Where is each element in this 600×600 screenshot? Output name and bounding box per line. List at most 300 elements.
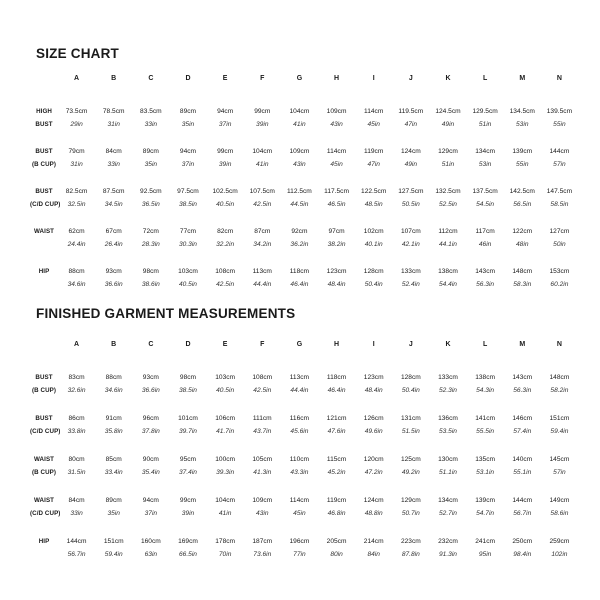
inch-value: 53.1in bbox=[476, 469, 495, 476]
inch-value: 31in bbox=[70, 161, 83, 168]
cm-value: 110cm bbox=[289, 456, 310, 463]
measurement-cell bbox=[355, 185, 392, 211]
measurement-cell bbox=[132, 225, 169, 251]
cm-value: 103cm bbox=[178, 268, 198, 275]
label-line-2: (B CUP) bbox=[31, 469, 57, 476]
label-line-2: (B CUP) bbox=[31, 161, 57, 168]
measurement-cell bbox=[467, 145, 504, 171]
cm-value: 89cm bbox=[105, 497, 122, 504]
label-line-2: (C/D CUP) bbox=[30, 428, 61, 435]
measurement-cell bbox=[169, 371, 206, 397]
cm-value: 205cm bbox=[326, 538, 347, 545]
cm-value: 77cm bbox=[179, 228, 197, 235]
size-column-header: E bbox=[222, 341, 228, 348]
row-spacer bbox=[30, 131, 578, 145]
cm-value: 96cm bbox=[142, 415, 159, 422]
cm-value: 130cm bbox=[438, 456, 458, 463]
inch-value: 56.3in bbox=[513, 387, 532, 394]
inch-value: 36.2in bbox=[290, 241, 309, 248]
inch-value: 52.4in bbox=[401, 281, 420, 288]
measurement-cell bbox=[318, 185, 355, 211]
size-column-header: H bbox=[334, 341, 340, 348]
measurement-cell bbox=[244, 225, 281, 251]
measurement-cell bbox=[169, 105, 206, 131]
cm-value: 73.5cm bbox=[65, 108, 88, 115]
inch-value: 34.2in bbox=[253, 241, 272, 248]
measurement-cell bbox=[244, 453, 281, 479]
measurement-cell bbox=[541, 105, 578, 131]
cm-value: 93cm bbox=[105, 268, 122, 275]
measurement-label bbox=[30, 185, 61, 211]
cm-value: 87cm bbox=[254, 228, 271, 235]
inch-value: 51in bbox=[478, 121, 492, 128]
inch-value: 40.5in bbox=[179, 281, 197, 288]
measurement-cell bbox=[207, 453, 244, 479]
header-corner bbox=[30, 75, 58, 89]
measurement-cell bbox=[318, 265, 355, 291]
inch-value: 33.8in bbox=[67, 428, 86, 435]
measurement-cell bbox=[541, 185, 578, 211]
measurement-cell bbox=[244, 185, 281, 211]
inch-value: 54.5in bbox=[476, 201, 495, 208]
cm-value: 128cm bbox=[400, 374, 421, 381]
measurement-label bbox=[30, 225, 58, 251]
measurement-cell bbox=[169, 453, 206, 479]
inch-value: 45in bbox=[293, 510, 306, 517]
measurement-cell bbox=[95, 494, 132, 520]
cm-value: 148cm bbox=[512, 268, 533, 275]
cm-value: 123cm bbox=[326, 268, 347, 275]
inch-value: 39.7in bbox=[179, 428, 197, 435]
measurement-cell bbox=[318, 412, 355, 438]
cm-value: 128cm bbox=[363, 268, 384, 275]
label-line-1: WAIST bbox=[33, 456, 55, 463]
measurement-cell bbox=[281, 535, 318, 561]
measurement-cell bbox=[207, 225, 244, 251]
cm-value: 131cm bbox=[400, 415, 421, 422]
inch-value: 32.5in bbox=[67, 201, 86, 208]
measurement-cell bbox=[244, 145, 281, 171]
label-line-2: BUST bbox=[35, 121, 53, 128]
cm-value: 107.5cm bbox=[249, 188, 275, 195]
measurement-row bbox=[30, 145, 578, 171]
cm-value: 129.5cm bbox=[472, 108, 498, 115]
measurement-cell bbox=[169, 412, 206, 438]
row-spacer bbox=[30, 171, 578, 185]
measurement-cell bbox=[58, 453, 95, 479]
inch-value: 24.4in bbox=[67, 241, 86, 248]
measurement-cell bbox=[281, 371, 318, 397]
cm-value: 139.5cm bbox=[546, 108, 573, 115]
measurement-cell bbox=[244, 412, 281, 438]
measurement-cell bbox=[541, 225, 578, 251]
measurement-cell bbox=[244, 494, 281, 520]
measurement-cell bbox=[95, 371, 132, 397]
inch-value: 46.4in bbox=[290, 281, 309, 288]
finished-measurements-title: FINISHED GARMENT MEASUREMENTS bbox=[36, 306, 296, 321]
inch-value: 59.4in bbox=[104, 551, 123, 558]
inch-value: 59.4in bbox=[550, 428, 569, 435]
inch-value: 57in bbox=[553, 469, 566, 476]
inch-value: 84in bbox=[367, 551, 380, 558]
measurement-cell bbox=[58, 535, 95, 561]
measurement-cell bbox=[244, 265, 281, 291]
inch-value: 55in bbox=[553, 121, 566, 128]
inch-value: 41.7in bbox=[216, 428, 235, 435]
cm-value: 104cm bbox=[252, 148, 273, 155]
inch-value: 57in bbox=[553, 161, 566, 168]
measurement-cell bbox=[541, 265, 578, 291]
label-line-1: WAIST bbox=[33, 228, 55, 235]
cm-value: 214cm bbox=[363, 538, 384, 545]
measurement-cell bbox=[244, 535, 281, 561]
inch-value: 41in bbox=[256, 161, 269, 168]
label-line-1: WAIST bbox=[33, 497, 55, 504]
measurement-cell bbox=[355, 453, 392, 479]
cm-value: 99cm bbox=[254, 108, 271, 115]
cm-value: 84cm bbox=[105, 148, 122, 155]
cm-value: 127cm bbox=[549, 228, 570, 235]
inch-value: 43in bbox=[330, 121, 343, 128]
measurement-cell bbox=[541, 412, 578, 438]
cm-value: 80cm bbox=[68, 456, 85, 463]
cm-value: 94cm bbox=[217, 108, 234, 115]
inch-value: 39in bbox=[181, 510, 195, 517]
size-column-header: J bbox=[408, 75, 413, 82]
measurement-cell bbox=[392, 225, 429, 251]
measurement-cell bbox=[318, 145, 355, 171]
inch-value: 57.4in bbox=[513, 428, 532, 435]
inch-value: 38.5in bbox=[179, 201, 197, 208]
measurement-cell bbox=[281, 265, 318, 291]
measurement-cell bbox=[429, 225, 466, 251]
inch-value: 98.4in bbox=[513, 551, 532, 558]
measurement-cell bbox=[132, 105, 169, 131]
inch-value: 53in bbox=[516, 121, 529, 128]
inch-value: 49.6in bbox=[364, 428, 383, 435]
inch-value: 35in bbox=[181, 121, 195, 128]
measurement-label bbox=[30, 371, 58, 397]
measurement-cell bbox=[207, 494, 244, 520]
cm-value: 108cm bbox=[215, 268, 236, 275]
measurement-cell bbox=[355, 145, 392, 171]
measurement-cell bbox=[355, 535, 392, 561]
label-line-1: BUST bbox=[35, 188, 53, 195]
inch-value: 39in bbox=[218, 161, 232, 168]
measurement-row bbox=[30, 412, 578, 438]
cm-value: 250cm bbox=[512, 538, 533, 545]
inch-value: 45in bbox=[367, 121, 380, 128]
measurement-cell bbox=[504, 453, 541, 479]
size-column-header: M bbox=[519, 341, 526, 348]
cm-value: 78.5cm bbox=[102, 108, 125, 115]
inch-value: 47in bbox=[367, 161, 380, 168]
size-column-header: H bbox=[334, 75, 340, 82]
size-column-header: B bbox=[111, 75, 117, 82]
cm-value: 101cm bbox=[178, 415, 198, 422]
cm-value: 134cm bbox=[475, 148, 496, 155]
measurement-cell bbox=[132, 185, 169, 211]
inch-value: 37in bbox=[181, 161, 195, 168]
measurement-cell bbox=[281, 412, 318, 438]
measurement-cell bbox=[95, 225, 132, 251]
inch-value: 73.6in bbox=[253, 551, 272, 558]
inch-value: 33in bbox=[107, 161, 120, 168]
cm-value: 112cm bbox=[438, 228, 458, 235]
cm-value: 145cm bbox=[549, 456, 570, 463]
cm-value: 89cm bbox=[142, 148, 159, 155]
cm-value: 92.5cm bbox=[140, 188, 162, 195]
inch-value: 41in bbox=[218, 510, 232, 517]
inch-value: 46.4in bbox=[327, 387, 346, 394]
cm-value: 151cm bbox=[549, 415, 570, 422]
cm-value: 119cm bbox=[326, 497, 347, 504]
inch-value: 55in bbox=[516, 161, 529, 168]
cm-value: 112.5cm bbox=[287, 188, 312, 195]
cm-value: 136cm bbox=[438, 415, 458, 422]
size-column-header: D bbox=[185, 341, 191, 348]
inch-value: 43in bbox=[256, 510, 269, 517]
cm-value: 86cm bbox=[68, 415, 85, 422]
cm-value: 147.5cm bbox=[546, 188, 573, 195]
inch-value: 34.6in bbox=[104, 387, 123, 394]
inch-value: 43.7in bbox=[253, 428, 272, 435]
size-column-header: E bbox=[222, 75, 228, 82]
cm-value: 94cm bbox=[142, 497, 159, 504]
inch-value: 51.5in bbox=[401, 428, 420, 435]
inch-value: 56.7in bbox=[513, 510, 532, 517]
measurement-cell bbox=[504, 494, 541, 520]
inch-value: 42.5in bbox=[253, 201, 272, 208]
measurement-cell bbox=[429, 265, 466, 291]
inch-value: 46.5in bbox=[327, 201, 346, 208]
cm-value: 104cm bbox=[215, 497, 236, 504]
cm-value: 144cm bbox=[66, 538, 87, 545]
cm-value: 146cm bbox=[512, 415, 533, 422]
inch-value: 31in bbox=[107, 121, 120, 128]
cm-value: 149cm bbox=[549, 497, 570, 504]
measurement-cell bbox=[95, 185, 132, 211]
inch-value: 34.5in bbox=[104, 201, 123, 208]
cm-value: 119cm bbox=[364, 148, 384, 155]
inch-value: 80in bbox=[330, 551, 343, 558]
cm-value: 83cm bbox=[68, 374, 85, 381]
cm-value: 103cm bbox=[215, 374, 236, 381]
cm-value: 122.5cm bbox=[361, 188, 387, 195]
measurement-label bbox=[30, 265, 58, 291]
cm-value: 119.5cm bbox=[398, 108, 424, 115]
finished-measurements-table bbox=[30, 341, 578, 561]
label-line-2: (C/D CUP) bbox=[30, 510, 61, 517]
cm-value: 100cm bbox=[215, 456, 236, 463]
size-column-header: K bbox=[445, 341, 451, 348]
cm-value: 88cm bbox=[68, 268, 85, 275]
inch-value: 44.4in bbox=[290, 387, 309, 394]
cm-value: 67cm bbox=[105, 228, 122, 235]
cm-value: 144cm bbox=[549, 148, 570, 155]
cm-value: 108cm bbox=[252, 374, 273, 381]
inch-value: 55.5in bbox=[476, 428, 495, 435]
header-spacer bbox=[30, 89, 578, 105]
inch-value: 55.1in bbox=[513, 469, 532, 476]
measurement-cell bbox=[95, 265, 132, 291]
cm-value: 134.5cm bbox=[509, 108, 535, 115]
cm-value: 79cm bbox=[68, 148, 85, 155]
inch-value: 48.8in bbox=[364, 510, 383, 517]
cm-value: 121cm bbox=[326, 415, 347, 422]
label-line-1: HIP bbox=[38, 538, 50, 545]
cm-value: 120cm bbox=[363, 456, 384, 463]
measurement-label bbox=[30, 145, 58, 171]
measurement-cell bbox=[207, 535, 244, 561]
inch-value: 30.3in bbox=[179, 241, 197, 248]
inch-value: 39.3in bbox=[216, 469, 235, 476]
measurement-cell bbox=[355, 225, 392, 251]
inch-value: 54.3in bbox=[476, 387, 495, 394]
inch-value: 50.4in bbox=[364, 281, 383, 288]
measurement-cell bbox=[281, 453, 318, 479]
size-column-header: G bbox=[296, 341, 303, 348]
inch-value: 54.4in bbox=[438, 281, 457, 288]
inch-value: 40.1in bbox=[364, 241, 383, 248]
cm-value: 196cm bbox=[289, 538, 310, 545]
inch-value: 43in bbox=[293, 161, 306, 168]
size-header-row bbox=[30, 341, 578, 355]
measurement-cell bbox=[281, 145, 318, 171]
measurement-label bbox=[30, 494, 61, 520]
inch-value: 95in bbox=[478, 551, 492, 558]
cm-value: 90cm bbox=[142, 456, 159, 463]
label-line-2: (C/D CUP) bbox=[30, 201, 61, 208]
measurement-cell bbox=[132, 371, 169, 397]
inch-value: 33in bbox=[144, 121, 158, 128]
cm-value: 92cm bbox=[291, 228, 308, 235]
measurement-cell bbox=[541, 371, 578, 397]
inch-value: 58.5in bbox=[550, 201, 569, 208]
measurement-cell bbox=[207, 371, 244, 397]
measurement-cell bbox=[504, 225, 541, 251]
inch-value: 28.3in bbox=[141, 241, 160, 248]
inch-value: 50.7in bbox=[401, 510, 420, 517]
measurement-cell bbox=[355, 494, 392, 520]
cm-value: 151cm bbox=[103, 538, 124, 545]
row-spacer bbox=[30, 251, 578, 265]
inch-value: 37.8in bbox=[141, 428, 160, 435]
measurement-cell bbox=[392, 494, 429, 520]
cm-value: 109cm bbox=[252, 497, 273, 504]
cm-value: 87.5cm bbox=[102, 188, 125, 195]
measurement-cell bbox=[132, 265, 169, 291]
cm-value: 93cm bbox=[142, 374, 159, 381]
cm-value: 116cm bbox=[289, 415, 310, 422]
measurement-cell bbox=[318, 105, 355, 131]
size-column-header: M bbox=[519, 75, 526, 82]
size-column-header: A bbox=[74, 75, 80, 82]
cm-value: 82.5cm bbox=[65, 188, 88, 195]
inch-value: 60.2in bbox=[550, 281, 569, 288]
cm-value: 83.5cm bbox=[140, 108, 162, 115]
inch-value: 37in bbox=[144, 510, 158, 517]
size-column-header: L bbox=[482, 341, 488, 348]
measurement-cell bbox=[281, 225, 318, 251]
measurement-cell bbox=[244, 105, 281, 131]
cm-value: 133cm bbox=[438, 374, 458, 381]
inch-value: 58.2in bbox=[550, 387, 569, 394]
size-column-header: D bbox=[185, 75, 191, 82]
cm-value: 72cm bbox=[142, 228, 159, 235]
measurement-cell bbox=[392, 105, 429, 131]
measurement-cell bbox=[95, 105, 132, 131]
measurement-cell bbox=[467, 412, 504, 438]
inch-value: 49in bbox=[404, 161, 418, 168]
cm-value: 98cm bbox=[142, 268, 159, 275]
measurement-cell bbox=[132, 494, 169, 520]
cm-value: 132.5cm bbox=[435, 188, 461, 195]
size-column-header: I bbox=[372, 341, 375, 348]
inch-value: 70in bbox=[218, 551, 232, 558]
row-spacer bbox=[30, 397, 578, 412]
size-column-header: G bbox=[296, 75, 303, 82]
size-chart-table bbox=[30, 75, 578, 291]
measurement-row bbox=[30, 371, 578, 397]
inch-value: 46.8in bbox=[327, 510, 346, 517]
inch-value: 38.5in bbox=[179, 387, 197, 394]
inch-value: 45.6in bbox=[290, 428, 309, 435]
inch-value: 52.7in bbox=[438, 510, 457, 517]
measurement-cell bbox=[467, 453, 504, 479]
measurement-row bbox=[30, 265, 578, 291]
cm-value: 153cm bbox=[549, 268, 570, 275]
measurement-cell bbox=[467, 265, 504, 291]
cm-value: 109cm bbox=[289, 148, 310, 155]
measurement-cell bbox=[95, 453, 132, 479]
inch-value: 51.1in bbox=[438, 469, 457, 476]
measurement-cell bbox=[429, 412, 466, 438]
measurement-cell bbox=[429, 185, 466, 211]
cm-value: 160cm bbox=[140, 538, 161, 545]
measurement-cell bbox=[207, 105, 244, 131]
inch-value: 45in bbox=[330, 161, 343, 168]
measurement-cell bbox=[207, 412, 244, 438]
inch-value: 52.5in bbox=[438, 201, 457, 208]
cm-value: 148cm bbox=[549, 374, 570, 381]
inch-value: 51in bbox=[441, 161, 455, 168]
inch-value: 35.8in bbox=[104, 428, 123, 435]
measurement-cell bbox=[58, 225, 95, 251]
measurement-cell bbox=[169, 494, 206, 520]
measurement-cell bbox=[281, 494, 318, 520]
inch-value: 31.5in bbox=[67, 469, 86, 476]
cm-value: 115cm bbox=[326, 456, 347, 463]
measurement-cell bbox=[58, 265, 95, 291]
measurement-cell bbox=[392, 371, 429, 397]
measurement-cell bbox=[132, 453, 169, 479]
cm-value: 129cm bbox=[400, 497, 421, 504]
measurement-cell bbox=[281, 105, 318, 131]
measurement-label bbox=[30, 105, 58, 131]
inch-value: 39in bbox=[256, 121, 269, 128]
cm-value: 124.5cm bbox=[435, 108, 461, 115]
measurement-cell bbox=[207, 185, 244, 211]
inch-value: 102in bbox=[551, 551, 568, 558]
inch-value: 47in bbox=[404, 121, 418, 128]
cm-value: 178cm bbox=[215, 538, 236, 545]
measurement-cell bbox=[95, 412, 132, 438]
inch-value: 63in bbox=[144, 551, 158, 558]
size-column-header: K bbox=[445, 75, 451, 82]
inch-value: 41.3in bbox=[253, 469, 272, 476]
measurement-cell bbox=[392, 265, 429, 291]
